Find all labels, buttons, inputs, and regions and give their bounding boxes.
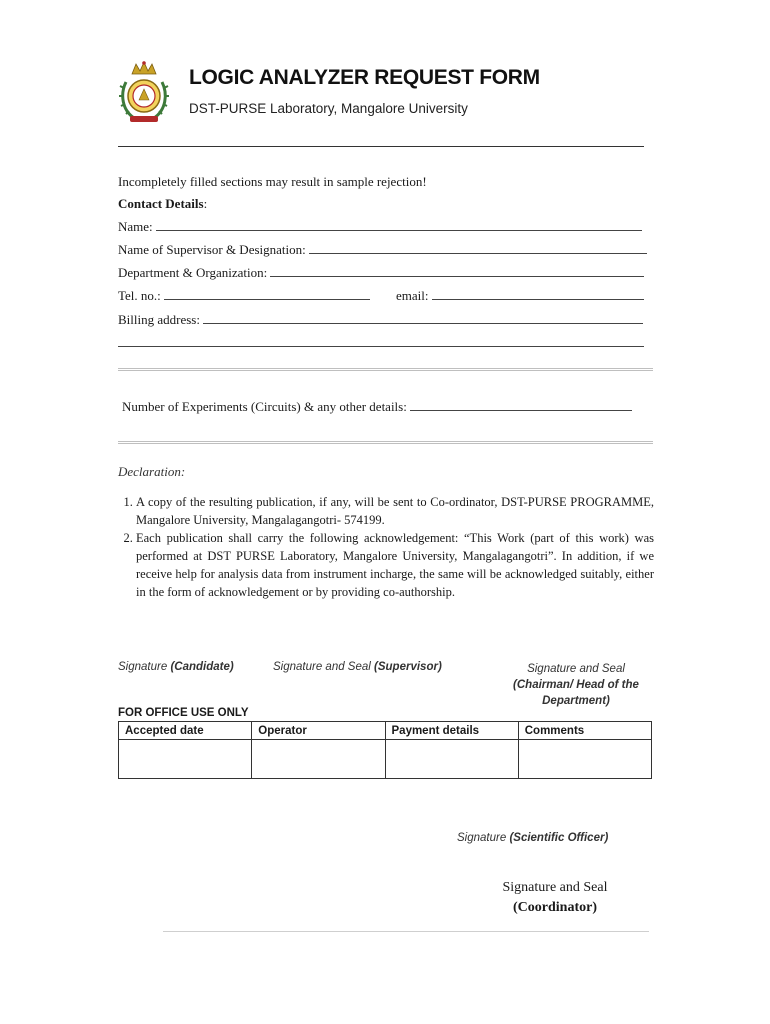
supervisor-row xyxy=(118,242,647,258)
experiments-row xyxy=(122,399,632,415)
department-label: Department & Organization: xyxy=(118,265,268,280)
header-divider xyxy=(118,146,644,147)
tel-label: Tel. no.: xyxy=(118,288,161,303)
supervisor-label: Name of Supervisor & Designation: xyxy=(118,242,306,257)
cell-accepted-date[interactable] xyxy=(119,740,252,779)
cell-payment-details[interactable] xyxy=(385,740,518,779)
university-seal-logo xyxy=(118,60,170,126)
signature-coordinator: Signature and Seal (Coordinator) xyxy=(502,880,608,915)
seal-ribbon xyxy=(130,116,158,122)
billing-field-line2[interactable] xyxy=(118,335,644,347)
col-comments: Comments xyxy=(518,722,651,740)
billing-row xyxy=(118,312,643,328)
email-field[interactable] xyxy=(432,288,644,300)
tel-row xyxy=(118,288,370,304)
cell-operator[interactable] xyxy=(252,740,385,779)
office-use-heading: FOR OFFICE USE ONLY xyxy=(118,707,249,719)
seal-crown xyxy=(132,61,156,74)
billing-field[interactable] xyxy=(203,312,643,324)
signature-chairman: Signature and Seal (Chairman/ Head of the Department) xyxy=(513,663,639,707)
name-row xyxy=(118,219,642,235)
billing-row-2 xyxy=(118,335,644,351)
col-operator: Operator xyxy=(252,722,385,740)
signature-supervisor: Signature and Seal (Supervisor) xyxy=(273,661,442,673)
experiments-label: Number of Experiments (Circuits) & any other details: xyxy=(122,399,407,414)
footer-divider xyxy=(163,931,649,932)
name-field[interactable] xyxy=(156,219,642,231)
experiments-field[interactable] xyxy=(410,399,632,411)
signature-candidate: Signature (Candidate) xyxy=(118,661,234,673)
section-divider-2 xyxy=(118,441,653,444)
col-payment-details: Payment details xyxy=(385,722,518,740)
department-field[interactable] xyxy=(270,265,644,277)
cell-comments[interactable] xyxy=(518,740,651,779)
billing-label: Billing address: xyxy=(118,312,200,327)
section-divider-1 xyxy=(118,368,653,371)
signature-scientific-officer: Signature (Scientific Officer) xyxy=(457,832,609,844)
email-row xyxy=(396,288,644,304)
declaration-heading: Declaration: xyxy=(118,464,186,479)
declaration-item-2: 2. Each publication shall carry the following acknowledgement: “This Work (part of this work) was performed at DST PURSE Laboratory, Mangalore University, Mangalagangotri”. In addition, if we receive help for analysis data from instrument incharge, the same will be acknowledged suitably, either in the form of acknowledgement or by providing co-authorship. xyxy=(136,529,654,601)
declaration-list xyxy=(118,493,654,601)
form-title: LOGIC ANALYZER REQUEST FORM xyxy=(189,66,540,89)
office-use-table xyxy=(118,721,652,779)
email-label: email: xyxy=(396,288,429,303)
supervisor-field[interactable] xyxy=(309,242,647,254)
department-row xyxy=(118,265,644,281)
form-subtitle: DST-PURSE Laboratory, Mangalore University xyxy=(189,101,468,116)
contact-heading: Contact Details: xyxy=(118,196,208,211)
name-label: Name: xyxy=(118,219,153,234)
tel-field[interactable] xyxy=(164,288,370,300)
col-accepted-date: Accepted date xyxy=(119,722,252,740)
declaration-item-1: 1. A copy of the resulting publication, if any, will be sent to Co-ordinator, DST-PURSE PROGRAMME, Mangalore University, Mangalagangotri- 574199. xyxy=(136,493,654,529)
rejection-notice: Incompletely filled sections may result in sample rejection! xyxy=(118,174,427,189)
